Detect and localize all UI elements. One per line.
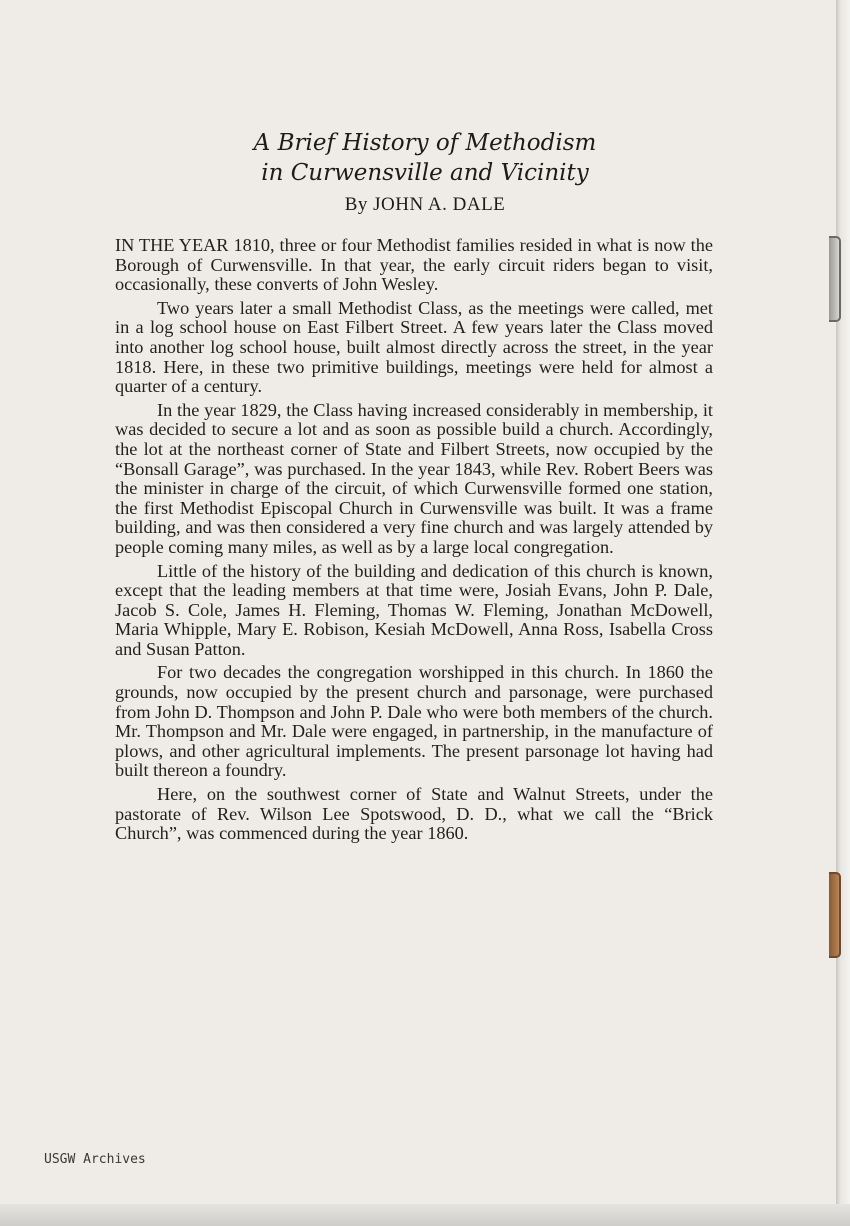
title-line-1: A Brief History of Methodism [253, 130, 597, 156]
page-bottom-edge [0, 1204, 850, 1226]
paragraph-3: In the year 1829, the Class having increased considerably in membership, it was decided to secure a lot and as soon as possible build a church. Accordingly, the lot at the northeast corner of State and Filbert Streets, now occupied by the “Bonsall Garage”, was purchased. In the year 1843, while Rev. Robert Beers was the minister in charge of the circuit, of which Curwensville formed one station, the first Methodist Episcopal Church in Curwensville was built. It was a frame building, and was then considered a very fine church and was largely attended by people coming many miles, as well as by a large local congregation. [115, 399, 713, 557]
paragraph-2: Two years later a small Methodist Class, as the meetings were called, met in a log school house on East Filbert Street. A few years later the Class moved into another log school house, built almost directly across the street, in the year 1818. Here, in these two primitive buildings, meetings were held for almost a quarter of a century. [115, 297, 713, 397]
staple-bottom-icon [829, 872, 841, 958]
paragraph-1: IN THE YEAR 1810, three or four Methodist families resided in what is now the Borough of Curwensville. In that year, the early circuit riders began to visit, occasionally, these converts of John Wesley. [115, 235, 713, 295]
article-body [115, 236, 713, 848]
archive-footer: USGW Archives [44, 1152, 146, 1167]
paragraph-4: Little of the history of the building and dedication of this church is known, except that the leading members at that time were, Josiah Evans, John P. Dale, Jacob S. Cole, James H. Fleming, Thomas W. Fleming, Jonathan McDowell, Maria Whipple, Mary E. Robison, Kesiah McDowell, Anna Ross, Isabella Cross and Susan Patton. [115, 560, 713, 659]
paragraph-5: For two decades the congregation worshipped in this church. In 1860 the grounds, now occupied by the present church and parsonage, were purchased from John D. Thompson and John P. Dale who were both members of the church. Mr. Thompson and Mr. Dale were engaged, in partnership, in the manufacture of plows, and other agricultural implements. The present parsonage lot having had built thereon a foundry. [115, 662, 713, 781]
title-line-2: in Curwensville and Vicinity [261, 160, 589, 186]
byline: By JOHN A. DALE [344, 194, 506, 215]
staple-top-icon [829, 236, 841, 322]
paragraph-6: Here, on the southwest corner of State and Walnut Streets, under the pastorate of Rev. Wilson Lee Spotswood, D. D., what we call the “Brick Church”, was commenced during the year 1860. [115, 784, 713, 844]
page-spine-edge [836, 0, 850, 1226]
